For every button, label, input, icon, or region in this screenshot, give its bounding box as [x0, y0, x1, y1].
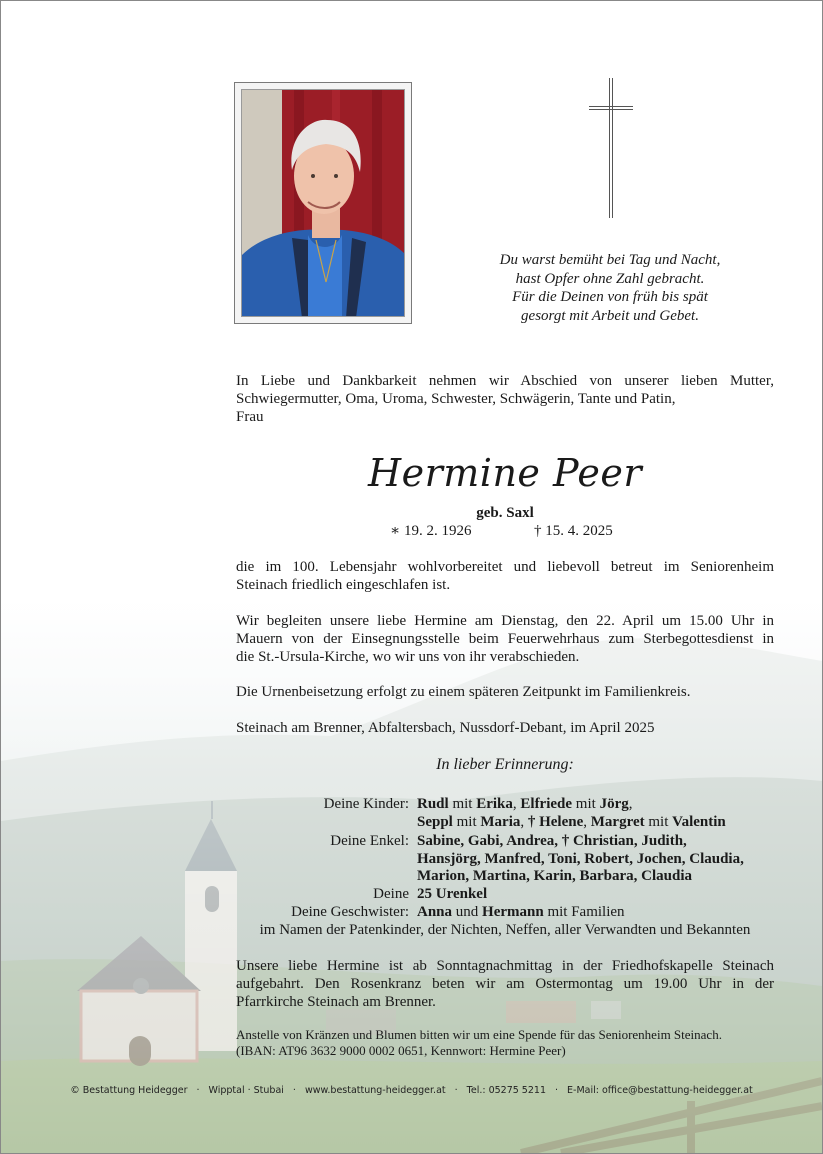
family-name: Elfriede [520, 796, 573, 812]
memory-heading: In lieber Erinnerung: [436, 756, 574, 773]
body-line: aufgebahrt. Den Rosenkranz beten wir am Ostermontag um 19.00 Uhr in der [236, 976, 774, 992]
donation-note [236, 1027, 774, 1059]
body-line: Steinach friedlich eingeschlafen ist. [236, 577, 451, 593]
footer-company: © Bestattung Heidegger [70, 1085, 188, 1096]
family-name: Erika [476, 796, 513, 812]
death-date: † 15. 4. 2025 [534, 523, 613, 539]
connector: , [512, 796, 521, 812]
body-line: Unsere liebe Hermine ist ab Sonntagnachmittag in der Friedhofskapelle Steinach [236, 958, 774, 974]
footer [1, 1085, 822, 1096]
intro-line: In Liebe und Dankbarkeit nehmen wir Abschied von unserer lieben Mutter, [236, 373, 774, 389]
birth-name: geb. Saxl [476, 505, 534, 521]
poem [471, 251, 749, 325]
family-name: Anna [417, 904, 453, 920]
enkel-label: Deine Enkel: [330, 833, 409, 849]
cross-icon [587, 77, 635, 219]
intro-text [236, 372, 774, 426]
family-name: Hermann [482, 904, 544, 920]
portrait-frame [234, 82, 412, 324]
body-line: Mauern von der Einsegnungsstelle beim Feuerwehrhaus zum Sterbegottesdienst in [236, 631, 774, 647]
paten-line: im Namen der Patenkinder, der Nichten, Neffen, aller Verwandten und Bekannten [259, 922, 751, 938]
paragraph-funeral [236, 612, 774, 666]
footer-separator: · [292, 1085, 296, 1096]
connector: mit [572, 796, 600, 812]
intro-line: Schwiegermutter, Oma, Uroma, Schwester, Schwägerin, Tante und Patin, [236, 391, 676, 407]
kinder-line [417, 813, 726, 831]
connector: , [583, 814, 591, 830]
enkel-line: Marion, Martina, Karin, Barbara, Claudia [417, 868, 692, 884]
footer-separator: · [555, 1085, 559, 1096]
portrait-photo [241, 89, 405, 317]
kinder-line [417, 795, 632, 813]
poem-line: Für die Deinen von früh bis spät [512, 289, 708, 305]
family-name: Maria [480, 814, 521, 830]
family-name: Margret [590, 814, 645, 830]
footer-separator: · [454, 1085, 458, 1096]
geschwister-line [417, 903, 625, 921]
urenkel-label: Deine [373, 886, 409, 902]
footer-phone: Tel.: 05275 5211 [466, 1085, 546, 1096]
poem-line: gesorgt mit Arbeit und Gebet. [521, 307, 699, 324]
geschwister-label: Deine Geschwister: [291, 904, 409, 920]
connector: mit Familien [543, 904, 625, 920]
enkel-line: Hansjörg, Manfred, Toni, Robert, Jochen, Claudia, [417, 851, 744, 867]
deceased-name: Hermine Peer [367, 451, 643, 495]
intro-line: Frau [236, 409, 264, 425]
family-name: Jörg [599, 796, 629, 812]
urenkel-value: 25 Urenkel [417, 886, 488, 902]
birth-date: ∗ 19. 2. 1926 [390, 523, 472, 539]
footer-website-link[interactable]: www.bestattung-heidegger.at [304, 1085, 446, 1096]
connector: mit [644, 814, 673, 830]
paragraph-viewing [236, 957, 774, 1011]
connector: mit [448, 796, 477, 812]
body-line: Pfarrkirche Steinach am Brenner. [236, 994, 436, 1010]
footer-region: Wipptal · Stubai [208, 1085, 284, 1096]
family-name: Rudl [417, 796, 449, 812]
family-name: Valentin [672, 814, 726, 830]
body-line: die im 100. Lebensjahr wohlvorbereitet und liebevoll betreut im Seniorenheim [236, 559, 774, 575]
paragraph-urn: Die Urnenbeisetzung erfolgt zu einem späteren Zeitpunkt im Familienkreis. [236, 684, 691, 700]
poem-line: Du warst bemüht bei Tag und Nacht, [499, 252, 721, 268]
place-and-date: Steinach am Brenner, Abfaltersbach, Nussdorf-Debant, im April 2025 [236, 720, 655, 736]
footer-separator: · [196, 1085, 200, 1096]
connector: , [628, 796, 633, 812]
kinder-label: Deine Kinder: [323, 796, 409, 812]
connector: mit [452, 814, 481, 830]
poem-line: hast Opfer ohne Zahl gebracht. [515, 270, 705, 287]
footer-email-link[interactable]: E-Mail: office@bestattung-heidegger.at [567, 1085, 753, 1096]
family-name: † Helene [527, 814, 584, 830]
enkel-line: Sabine, Gabi, Andrea, † Christian, Judith, [417, 833, 687, 849]
family-name: Seppl [417, 814, 453, 830]
body-line: die St.-Ursula-Kirche, wo wir uns von ihr verabschieden. [236, 649, 580, 665]
connector: , [520, 814, 528, 830]
connector: und [452, 904, 483, 920]
donation-line: Anstelle von Kränzen und Blumen bitten wir um eine Spende für das Seniorenheim Steinach. [236, 1027, 722, 1042]
portrait-illustration [242, 90, 405, 317]
donation-iban: (IBAN: AT96 3632 9000 0002 0651, Kennwort: Hermine Peer) [236, 1043, 566, 1058]
paragraph-passing [236, 558, 774, 594]
body-line: Wir begleiten unsere liebe Hermine am Dienstag, den 22. April um 15.00 Uhr in [236, 613, 774, 629]
